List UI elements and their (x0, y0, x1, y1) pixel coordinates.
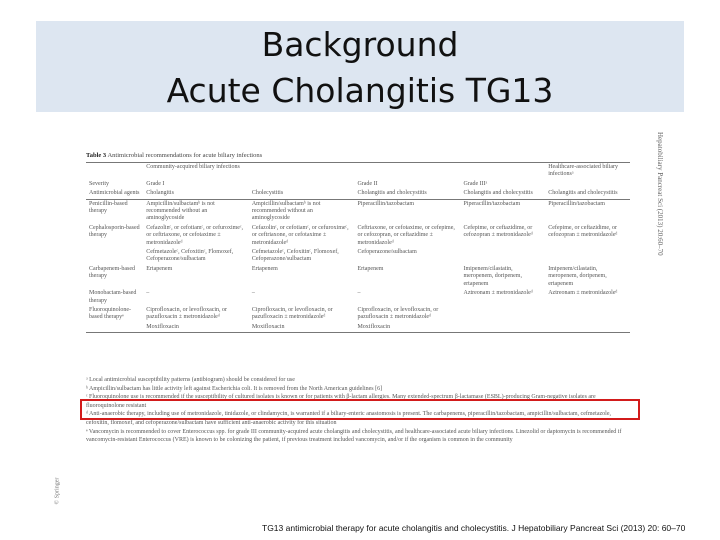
table-cell: Piperacillin/tazobactam (548, 200, 605, 207)
table-cell: – (146, 290, 150, 297)
table-cell: Cephalosporin-based therapy (89, 224, 140, 239)
table-cell: Cefoperazone/sulbactam (357, 249, 417, 256)
table-caption-text: Antimicrobial recommendations for acute biliary infections (107, 152, 263, 159)
chol-chol-header-3: Cholangitis and cholecystitis (460, 189, 545, 199)
footnote: ᵈ Anti-anaerobic therapy, including use of metronidazole, tinidazole, or clindamycin, is warranted if a biliary-enteric anastomosis is present. The carbapenems, piperacillin/tazobactam, ampicillin/sulbactam, cefmetazole, cefoxitin, flomoxef, and cefoperazone/sulbactam have sufficient anti-anaerobic activity for this situation (86, 411, 612, 426)
table-row (86, 265, 630, 289)
table-header-row (86, 163, 630, 180)
table-cell: Ertapenem (357, 265, 384, 272)
slide-title-line-1: Background (261, 25, 459, 64)
table-cell: Ampicillin/sulbactamᵇ is not recommended without an aminoglycoside (251, 200, 321, 222)
table-cell: Imipenem/cilastatin, meropenem, doripenem, ertapenem (463, 265, 522, 287)
footnote: ᵃ Local antimicrobial susceptibility patterns (antibiogram) should be considered for use (86, 377, 295, 383)
healthcare-header: Healthcare-associated biliary infectionsᵃ (545, 163, 630, 180)
table-cell (86, 323, 143, 333)
table-cell: Piperacillin/tazobactam (463, 200, 521, 207)
publisher-mark: © Springer (54, 477, 61, 505)
table-cell: Aztreonam ± metronidazoleᵈ (463, 290, 533, 297)
table-cell: – (357, 290, 361, 297)
table-cell: Ciprofloxacin, or levofloxacin, or pazufloxacin ± metronidazoleᵈ (251, 306, 333, 321)
table-cell: Cefmetazoleᶜ, Cefoxitinᶜ, Flomoxef, Cefoperazone/sulbactam (251, 249, 339, 263)
grade1-header: Grade I (146, 180, 165, 187)
table-cell (460, 306, 545, 323)
table-cell: Ciprofloxacin, or levofloxacin, or pazufloxacin ± metronidazoleᵈ (357, 306, 439, 321)
table-cell: Monobactam-based therapy (89, 290, 137, 304)
cholangitis-header: Cholangitis (143, 189, 249, 199)
table-cell: Cefazolinᶜ, or cefotiamᶜ, or cefuroximeᶜ, or ceftriaxone, or cefotaxime ± metronidazoleᵈ (146, 224, 243, 246)
table-cell: Ertapenem (251, 265, 278, 272)
table-row (86, 289, 630, 306)
hc-chol-header: Cholangitis and cholecystitis (545, 189, 630, 199)
table-cell (460, 248, 545, 265)
footnote: ᵉ Vancomycin is recommended to cover Enterococcus spp. for grade III community-acquired acute cholangitis and cholecystitis, and healthcare-associated acute biliary infections. Linezolid or daptomycin is recommended if vancomycin-resistant Enterococcus (VRE) is known to be colonizing the patient, if previous treatment included vancomycin, and/or if the organism is common in the community (86, 428, 622, 444)
table-cell: Moxifloxacin (354, 323, 460, 333)
table-cell: Fluoroquinolone-based therapyᵉ (89, 306, 131, 321)
cholecystitis-header: Cholecystitis (249, 189, 355, 199)
table-cell: Ceftriaxone, or cefotaxime, or cefepime, or cefozopran, or ceftazidime ± metronidazoleᵈ (357, 224, 455, 246)
footnote: ᶜ Fluoroquinolone use is recommended if the susceptibility of cultured isolates is known or for patients with β-lactam allergies. Many extended-spectrum β-lactamase (ESBL)-producing Gram-negative isolates are fluoroquinolone resistant (86, 394, 596, 409)
journal-side-label: Hepatobiliary Pancreat Sci (2013) 20:60–70 (656, 132, 664, 256)
table-cell: Moxifloxacin (143, 323, 249, 333)
slide-title-line-2: Acute Cholangitis TG13 (166, 71, 554, 110)
table-cell: Ciprofloxacin, or levofloxacin, or pazufloxacin ± metronidazoleᵈ (146, 306, 228, 321)
table-cell: Piperacillin/tazobactam (357, 200, 415, 207)
table-row (86, 199, 630, 224)
table-row (86, 224, 630, 248)
table-caption (86, 152, 262, 159)
table-cell: Cefepime, or ceftazidime, or cefozopran ± metronidazoleᵈ (548, 224, 618, 239)
table-row (86, 248, 630, 265)
table-cell: Aztreonam ± metronidazoleᵈ (548, 290, 618, 297)
table-cell: Carbapenem-based therapy (89, 265, 135, 280)
table-cell: Ampicillin/sulbactamᵇ is not recommended without an aminoglycoside (146, 200, 215, 222)
severity-header: Severity (89, 180, 109, 187)
table-header-row (86, 180, 630, 189)
table-cell: Cefepime, or ceftazidime, or cefozopran ± metronidazoleᵈ (463, 224, 533, 239)
table-label: Table 3 (86, 152, 107, 159)
table-cell (460, 323, 545, 333)
table-cell (545, 248, 630, 265)
table-cell (545, 306, 630, 323)
chol-chol-header-2: Cholangitis and cholecystitis (354, 189, 460, 199)
table-cell: Imipenem/cilastatin, meropenem, doripenem, ertapenem (548, 265, 607, 287)
highlight-box (80, 399, 640, 420)
table-row (86, 306, 630, 323)
table-cell: Moxifloxacin (249, 323, 355, 333)
agents-header: Antimicrobial agents (86, 189, 143, 199)
table-cell: Cefazolinᶜ, or cefotiamᶜ, or cefuroximeᶜ, or ceftriaxone, or cefotaxime ± metronidazoleᵈ (251, 224, 349, 246)
slide-title-band (36, 21, 684, 112)
table-cell (86, 248, 143, 265)
table-cell (545, 323, 630, 333)
table-cell: – (251, 290, 255, 297)
table-cell: Penicillin-based therapy (89, 200, 128, 215)
community-header: Community-acquired biliary infections (143, 163, 545, 180)
table-cell: Cefmetazoleᶜ, Cefoxitinᶜ, Flomoxef, Cefoperazone/sulbactam (146, 249, 234, 263)
table-header-row (86, 189, 630, 199)
table-row (86, 323, 630, 333)
antimicrobial-table (86, 162, 630, 333)
table-cell: Ertapenem (146, 265, 173, 272)
citation-text: TG13 antimicrobial therapy for acute cholangitis and cholecystitis. J Hepatobiliary Pancreat Sci (2013) 20: 60–70 (262, 523, 686, 533)
footnote: ᵇ Ampicillin/sulbactam has little activity left against Escherichia coli. It is removed from the North American guidelines [6] (86, 385, 383, 392)
grade3-header: Grade IIIᵃ (463, 180, 488, 187)
grade2-header: Grade II (357, 180, 378, 187)
